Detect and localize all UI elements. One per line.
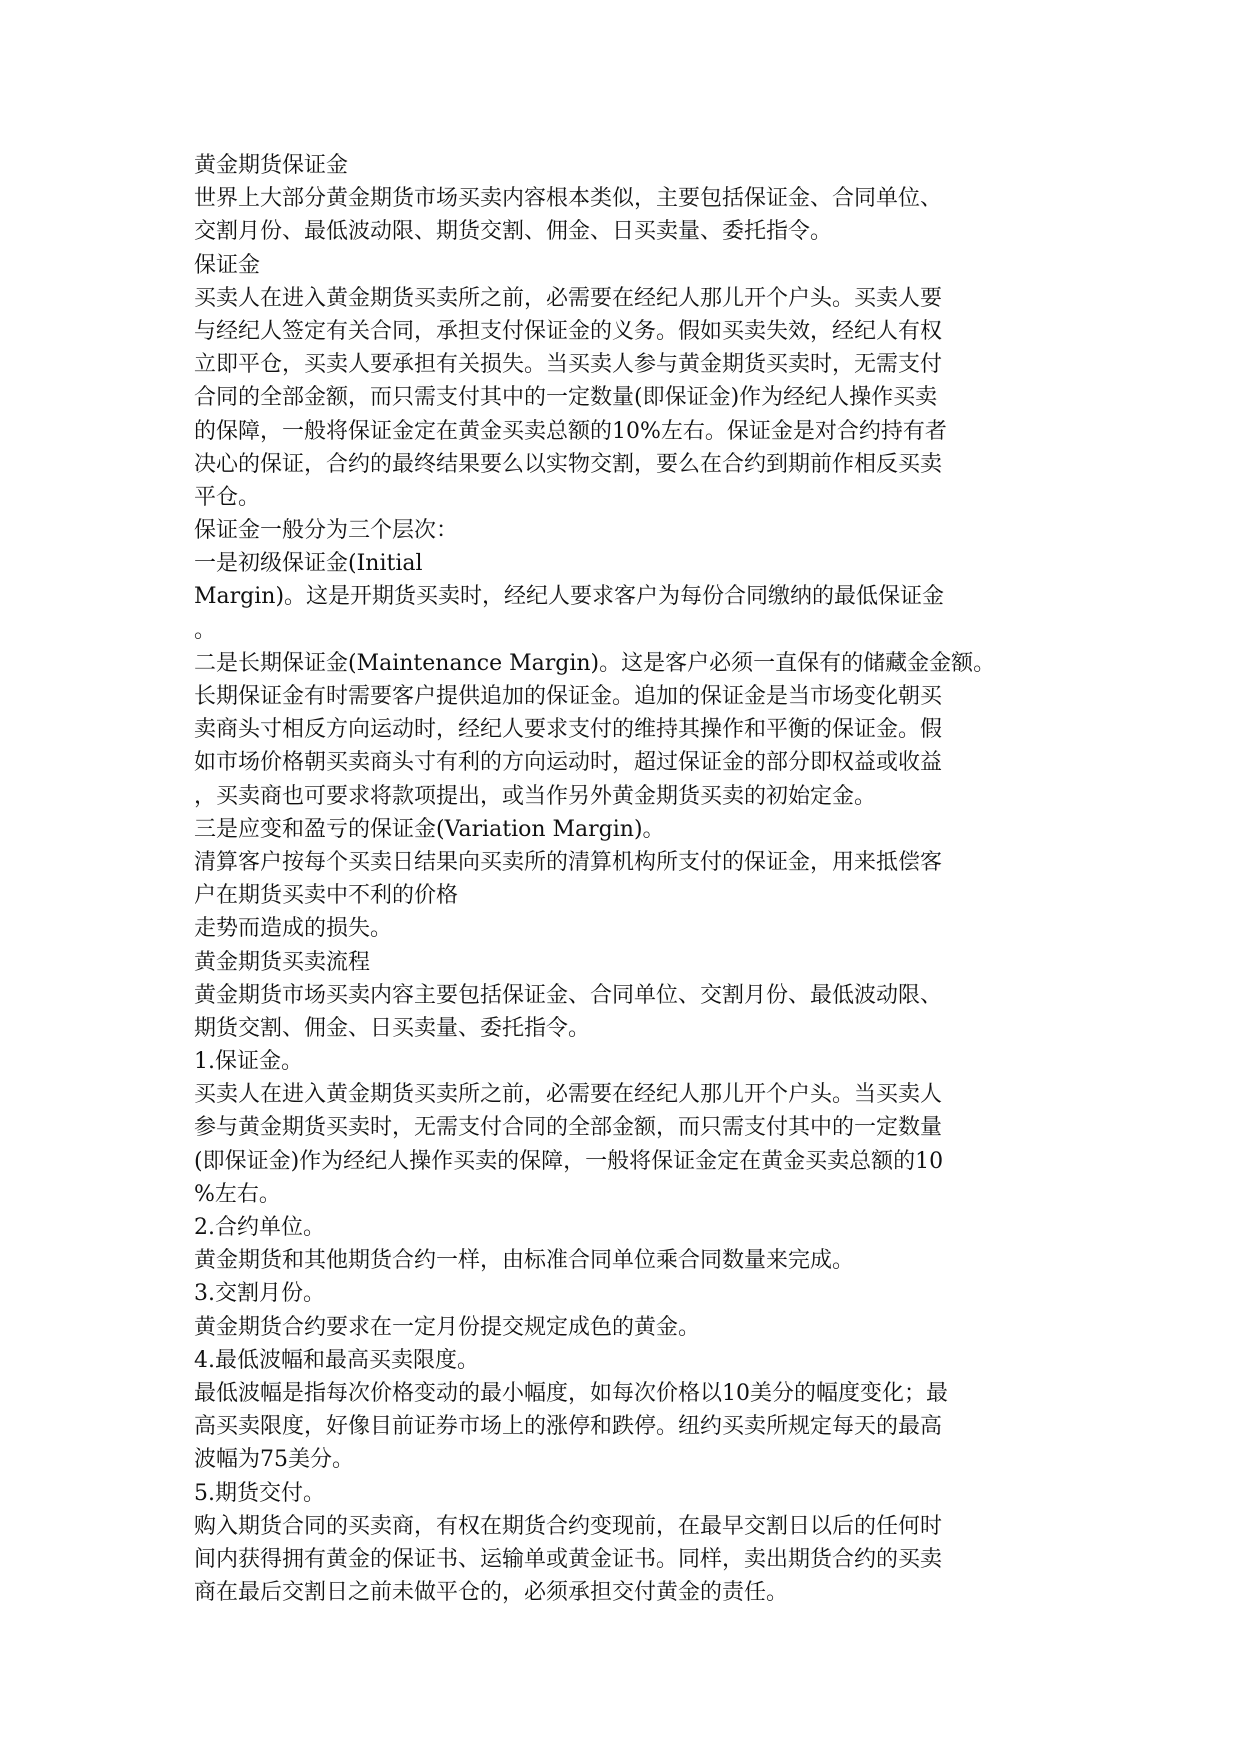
text-line: ，买卖商也可要求将款项提出，或当作另外黄金期货买卖的初始定金。 bbox=[194, 783, 877, 809]
text-line: 4.最低波幅和最高买卖限度。 bbox=[194, 1347, 479, 1373]
text-line: 如市场价格朝买卖商头寸有利的方向运动时，超过保证金的部分即权益或收益 bbox=[194, 750, 943, 776]
paragraph-margin-heading bbox=[194, 249, 1064, 282]
text-line: 最低波幅是指每次价格变动的最小幅度，如每次价格以10美分的幅度变化；最 bbox=[194, 1380, 948, 1406]
text-line: (即保证金)作为经纪人操作买卖的保障，一般将保证金定在黄金买卖总额的10 bbox=[194, 1148, 944, 1174]
text-line: 一是初级保证金(Initial bbox=[194, 551, 423, 577]
paragraph-process-intro bbox=[194, 979, 1064, 1045]
paragraph-item-2-heading bbox=[194, 1211, 1064, 1244]
text-line: 立即平仓，买卖人要承担有关损失。当买卖人参与黄金期货买卖时，无需支付 bbox=[194, 352, 943, 378]
text-line: 合同的全部金额，而只需支付其中的一定数量(即保证金)作为经纪人操作买卖 bbox=[194, 385, 938, 411]
text-line: 交割月份、最低波动限、期货交割、佣金、日买卖量、委托指令。 bbox=[194, 219, 833, 245]
text-line: 长期保证金有时需要客户提供追加的保证金。追加的保证金是当市场变化朝买 bbox=[194, 684, 943, 709]
text-line: 与经纪人签定有关合同，承担支付保证金的义务。假如买卖失效，经纪人有权 bbox=[194, 318, 943, 344]
text-line: 购入期货合同的买卖商，有权在期货合约变现前，在最早交割日以后的任何时 bbox=[194, 1513, 943, 1539]
text-line: Margin)。这是开期货买卖时，经纪人要求客户为每份合同缴纳的最低保证金 bbox=[194, 584, 945, 610]
text-line: 5.期货交付。 bbox=[194, 1480, 325, 1506]
paragraph-intro bbox=[194, 182, 1064, 248]
text-line: 保证金 bbox=[194, 252, 261, 278]
paragraph-item-3-body bbox=[194, 1311, 1064, 1344]
paragraph-item-4-heading bbox=[194, 1344, 1064, 1377]
text-line: 三是应变和盈亏的保证金(Variation Margin)。 bbox=[194, 816, 665, 842]
text-line: 黄金期货市场买卖内容主要包括保证金、合同单位、交割月份、最低波动限、 bbox=[194, 982, 943, 1008]
paragraph-item-2-body bbox=[194, 1244, 1064, 1277]
text-line: %左右。 bbox=[194, 1181, 281, 1207]
text-line: 间内获得拥有黄金的保证书、运输单或黄金证书。同样，卖出期货合约的买卖 bbox=[194, 1546, 943, 1572]
document-body bbox=[194, 149, 1064, 1609]
paragraph-level-1 bbox=[194, 547, 1064, 647]
text-line: 二是长期保证金(Maintenance Margin)。这是客户必须一直保有的储藏金金额。 bbox=[194, 650, 996, 676]
text-line: 世界上大部分黄金期货市场买卖内容根本类似，主要包括保证金、合同单位、 bbox=[194, 186, 943, 212]
text-line: 1.保证金。 bbox=[194, 1049, 303, 1075]
text-line: 买卖人在进入黄金期货买卖所之前，必需要在经纪人那儿开个户头。当买卖人 bbox=[194, 1082, 943, 1108]
text-line: 决心的保证，合约的最终结果要么以实物交割，要么在合约到期前作相反买卖 bbox=[194, 451, 943, 477]
paragraph-item-1-heading bbox=[194, 1045, 1064, 1078]
paragraph-level-3-body bbox=[194, 846, 1064, 946]
paragraph-item-4-body bbox=[194, 1377, 1064, 1477]
text-line: 卖商头寸相反方向运动时，经纪人要求支付的维持其操作和平衡的保证金。假 bbox=[194, 717, 943, 743]
text-line: 高买卖限度，好像目前证券市场上的涨停和跌停。纽约买卖所规定每天的最高 bbox=[194, 1414, 943, 1440]
paragraph-levels-intro bbox=[194, 514, 1064, 547]
text-line: 平仓。 bbox=[194, 484, 261, 510]
text-line: 黄金期货和其他期货合约一样，由标准合同单位乘合同数量来完成。 bbox=[194, 1248, 855, 1274]
text-line: 清算客户按每个买卖日结果向买卖所的清算机构所支付的保证金，用来抵偿客 bbox=[194, 849, 943, 875]
text-line: 期货交割、佣金、日买卖量、委托指令。 bbox=[194, 1015, 591, 1041]
text-line: 黄金期货买卖流程 bbox=[194, 949, 371, 975]
paragraph-item-3-heading bbox=[194, 1277, 1064, 1310]
text-line: 。 bbox=[194, 617, 217, 643]
text-line: 参与黄金期货买卖时，无需支付合同的全部金额，而只需支付其中的一定数量 bbox=[194, 1115, 943, 1141]
text-line: 黄金期货保证金 bbox=[194, 153, 349, 178]
text-line: 走势而造成的损失。 bbox=[194, 916, 393, 942]
paragraph-level-3 bbox=[194, 813, 1064, 846]
text-line: 3.交割月份。 bbox=[194, 1281, 325, 1307]
text-line: 商在最后交割日之前未做平仓的，必须承担交付黄金的责任。 bbox=[194, 1580, 789, 1606]
paragraph-margin-body bbox=[194, 282, 1064, 514]
text-line: 2.合约单位。 bbox=[194, 1215, 325, 1240]
paragraph-level-2 bbox=[194, 647, 1064, 813]
text-line: 的保障，一般将保证金定在黄金买卖总额的10%左右。保证金是对合约持有者 bbox=[194, 418, 947, 444]
paragraph-process-heading bbox=[194, 946, 1064, 979]
text-line: 波幅为75美分。 bbox=[194, 1447, 354, 1473]
text-line: 保证金一般分为三个层次： bbox=[194, 518, 459, 544]
text-line: 户在期货买卖中不利的价格 bbox=[194, 883, 459, 909]
paragraph-item-5-body bbox=[194, 1510, 1064, 1610]
text-line: 黄金期货合约要求在一定月份提交规定成色的黄金。 bbox=[194, 1314, 701, 1340]
paragraph-title bbox=[194, 149, 1064, 182]
paragraph-item-1-body bbox=[194, 1078, 1064, 1211]
text-line: 买卖人在进入黄金期货买卖所之前，必需要在经纪人那儿开个户头。买卖人要 bbox=[194, 285, 943, 311]
paragraph-item-5-heading bbox=[194, 1477, 1064, 1510]
